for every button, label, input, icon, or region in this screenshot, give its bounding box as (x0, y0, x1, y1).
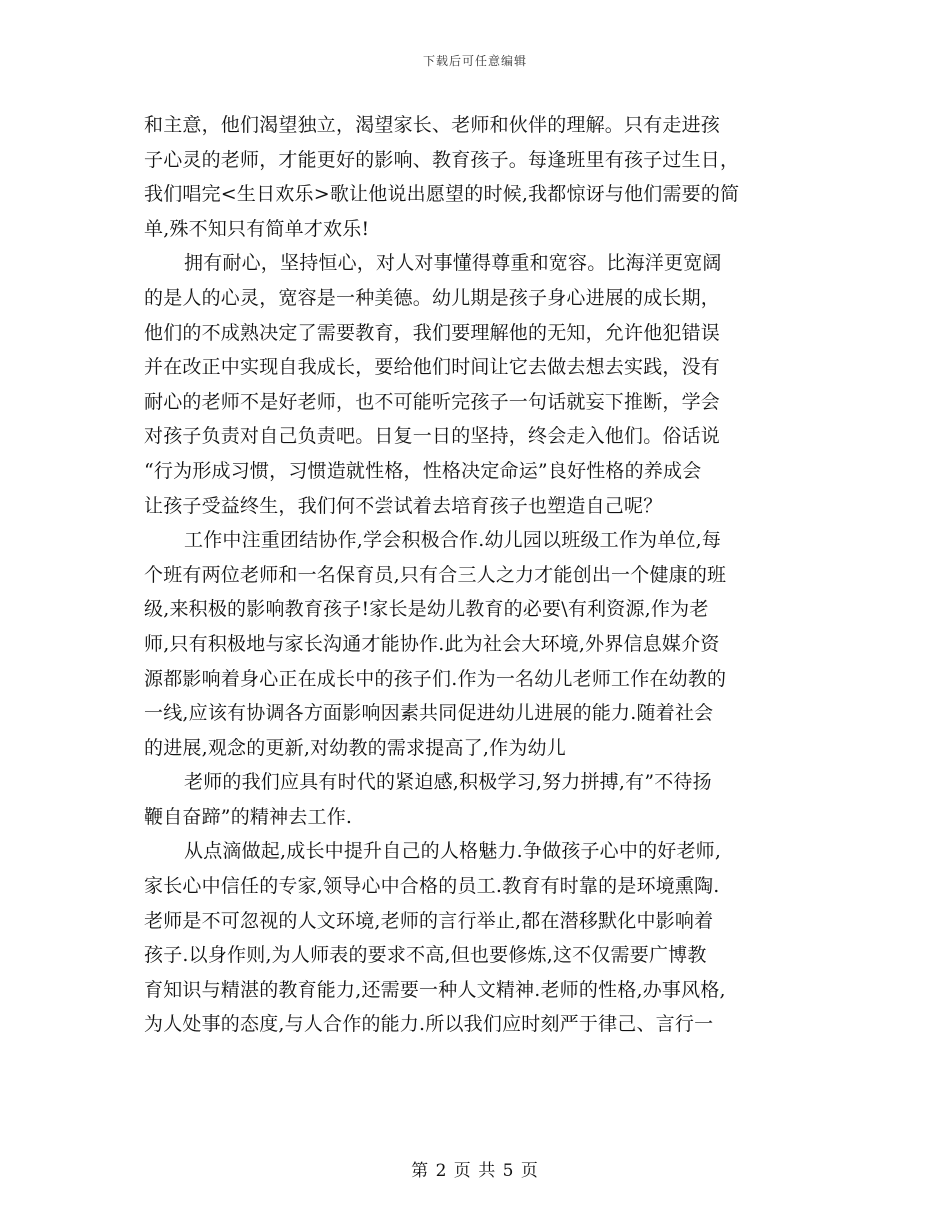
text-line: 并在改正中实现自我成长，要给他们时间让它去做去想去实践，没有 (144, 356, 721, 379)
text-line: 家长心中信任的专家,领导心中合格的员工.教育有时靠的是环境熏陶. (144, 875, 720, 898)
text-line: 单,殊不知只有简单才欢乐! (144, 217, 370, 240)
text-line: 鞭自奋蹄”的精神去工作. (144, 805, 353, 828)
text-line: 的进展,观念的更新,对幼教的需求提高了,作为幼儿 (144, 736, 566, 759)
text-line: 让孩子受益终生，我们何不尝试着去培育孩子也塑造自己呢？ (144, 494, 663, 517)
text-line: 师,只有积极地与家长沟通才能协作.此为社会大环境,外界信息媒介资 (144, 632, 720, 655)
text-line: 耐心的老师不是好老师，也不可能听完孩子一句话就妄下推断，学会 (144, 390, 721, 413)
text-line: 孩子.以身作则,为人师表的要求不高,但也要修炼,这不仅需要广博教 (144, 944, 707, 967)
text-line: 工作中注重团结协作,学会积极合作.幼儿园以班级工作为单位,每 (184, 529, 722, 552)
text-line: 为人处事的态度,与人合作的能力.所以我们应时刻严于律己、言行一 (144, 1013, 714, 1036)
text-line: 源都影响着身心正在成长中的孩子们.作为一名幼儿老师工作在幼教的 (144, 667, 727, 690)
text-line: 老师是不可忽视的人文环境,老师的言行举止,都在潜移默化中影响着 (144, 909, 714, 932)
text-line: 的是人的心灵，宽容是一种美德。幼儿期是孩子身心进展的成长期， (144, 286, 721, 309)
text-line: 我们唱完<生日欢乐>歌让他说出愿望的时候,我都惊讶与他们需要的简 (144, 183, 740, 206)
page-header: 下载后可任意编辑 (422, 54, 527, 68)
text-line: 从点滴做起,成长中提升自己的人格魅力.争做孩子心中的好老师, (184, 840, 722, 863)
text-line: 一线,应该有协调各方面影响因素共同促进幼儿进展的能力.随着社会 (144, 702, 714, 725)
text-line: 育知识与精湛的教育能力,还需要一种人文精神.老师的性格,办事风格, (144, 978, 726, 1001)
text-line: 子心灵的老师，才能更好的影响、教育孩子。每逢班里有孩子过生日， (144, 148, 740, 171)
text-line: 拥有耐心，坚持恒心，对人对事懂得尊重和宽容。比海洋更宽阔 (184, 252, 722, 275)
text-line: 对孩子负责对自己负责吧。日复一日的坚持，终会走入他们。俗话说 (144, 425, 721, 448)
text-line: “行为形成习惯，习惯造就性格，性格决定命运”良好性格的养成会 (144, 459, 702, 482)
text-line: 和主意，他们渴望独立，渴望家长、老师和伙伴的理解。只有走进孩 (144, 114, 721, 136)
body-text (144, 108, 804, 1042)
text-line: 个班有两位老师和一名保育员,只有合三人之力才能创出一个健康的班 (144, 563, 727, 586)
text-line: 老师的我们应具有时代的紧迫感,积极学习,努力拼搏,有”不待扬 (184, 771, 712, 794)
page-footer: 第 2 页 共 5 页 (411, 1161, 539, 1181)
text-line: 级,来积极的影响教育孩子!家长是幼儿教育的必要\有利资源,作为老 (144, 598, 709, 621)
text-line: 他们的不成熟决定了需要教育，我们要理解他的无知，允许他犯错误 (144, 321, 721, 344)
